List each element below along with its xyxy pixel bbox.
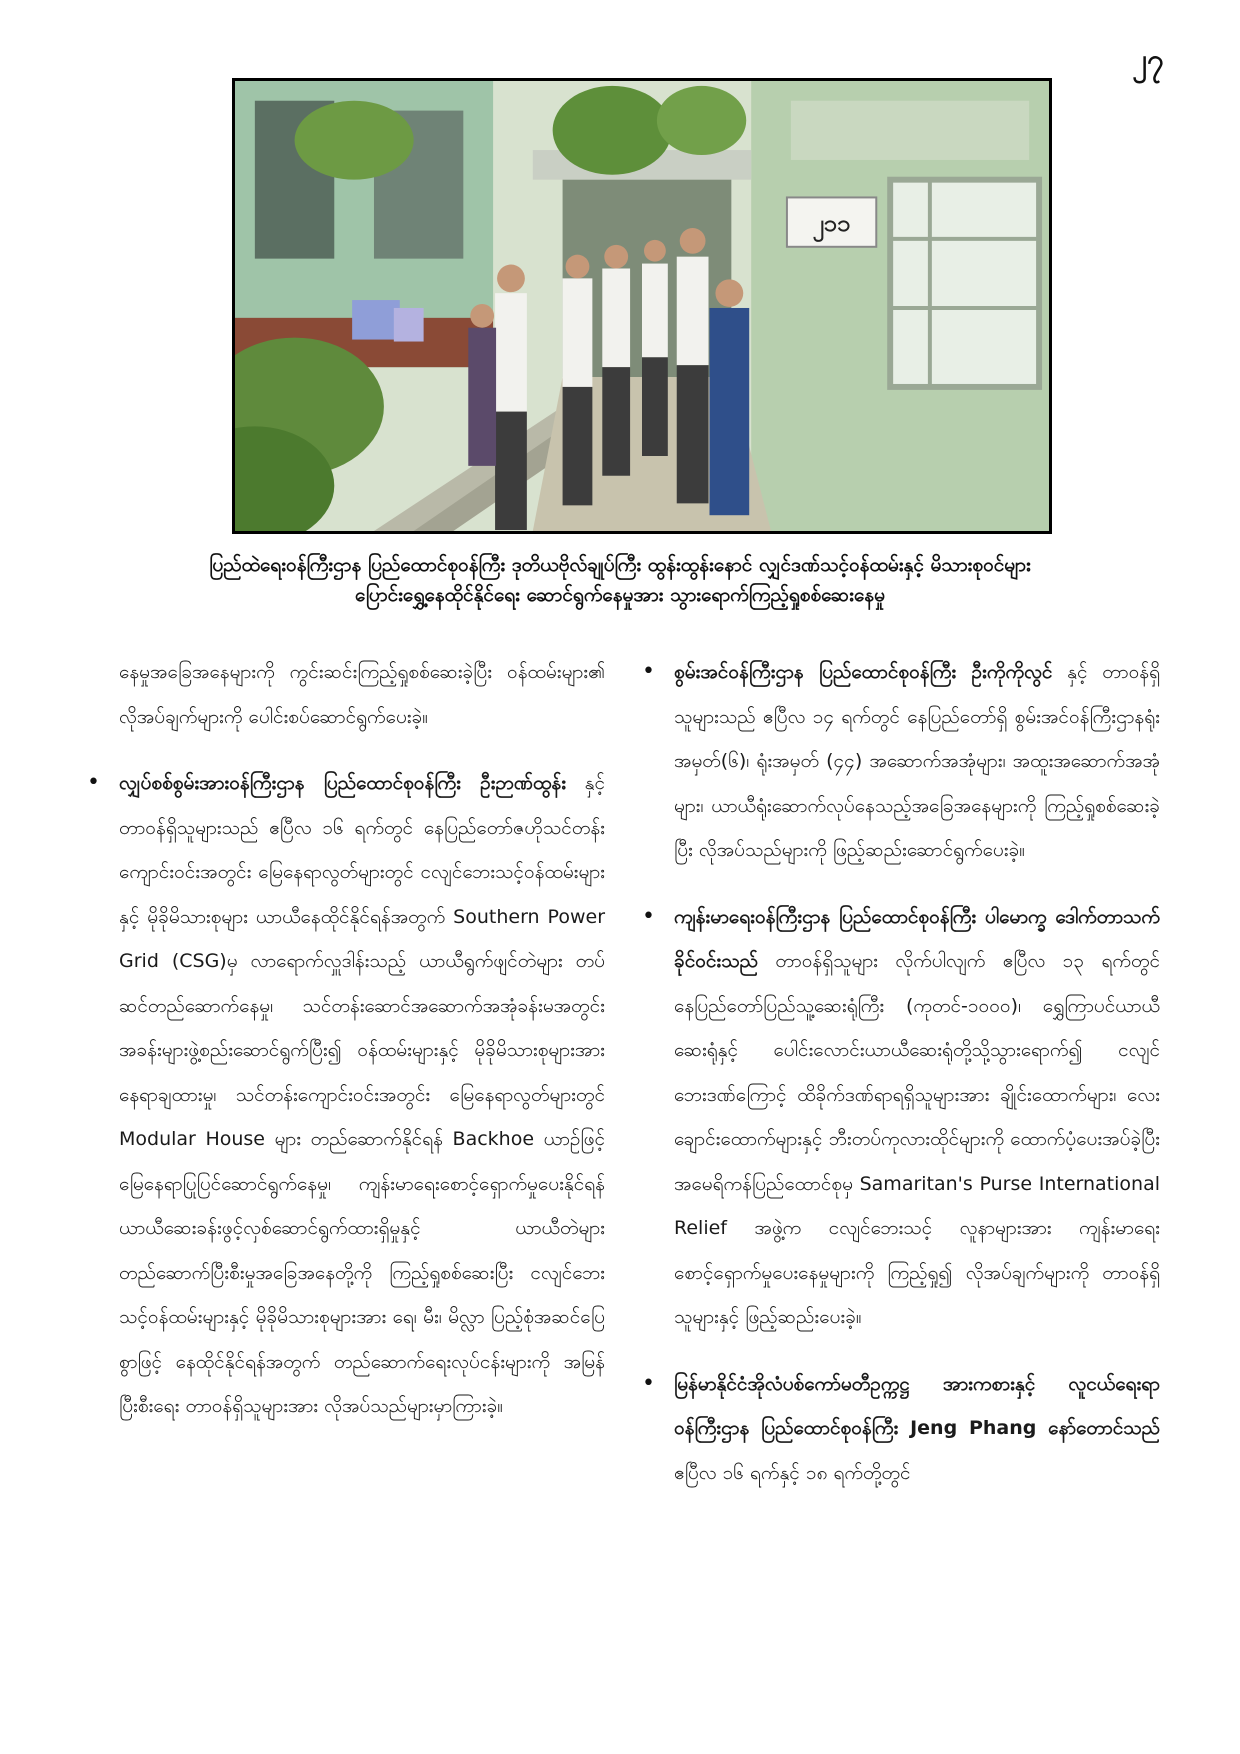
page-number: ၂၇: [1132, 43, 1164, 78]
item-body: နှင့် တာဝန်ရှိသူများသည် ဧပြီလ ၁၄ ရက်တွင် နေပြည်တော်ရှိ စွမ်းအင်ဝန်ကြီးဌာနရုံးအမှတ်(၆)၊ ရုံးအမှတ် (၄၄) အဆောက်အအုံများ၊ အထူးအဆောက်အအုံများ၊ ယာယီရုံးဆောက်လုပ်နေသည့်အခြေအနေများကို ကြည့်ရှုစစ်ဆေးခဲ့ပြီး လိုအပ်သည်များကို ဖြည့်ဆည်းဆောင်ရွက်ပေးခဲ့။: [674, 661, 1160, 861]
building-number-sign: ၂၁၁: [812, 209, 851, 237]
right-column: [640, 650, 1160, 1517]
caption-line-2: ပြောင်းရွှေ့နေထိုင်နိုင်ရေး ဆောင်ရွက်နေမှုအား သွားရောက်ကြည့်ရှုစစ်ဆေးနေမှု: [355, 584, 885, 606]
bullet-icon: •: [642, 659, 655, 684]
caption-line-1: ပြည်ထဲရေးဝန်ကြီးဌာန ပြည်ထောင်စုဝန်ကြီး ဒုတိယဗိုလ်ချုပ်ကြီး ထွန်းထွန်းနောင် လျှင်ဒဏ်သင့်ဝန်ထမ်းနှင့် မိသားစုဝင်များ: [209, 554, 1031, 576]
continued-paragraph: နေမှုအခြေအနေများကို ကွင်းဆင်းကြည့်ရှုစစ်ဆေးခဲ့ပြီး ဝန်ထမ်းများ၏ လိုအပ်ချက်များကို ပေါင်းစပ်ဆောင်ရွက်ပေးခဲ့။: [119, 661, 605, 728]
item-heading: ကျန်းမာရေးဝန်ကြီးဌာန ပြည်ထောင်စုဝန်ကြီး ပါမောက္ခ ဒေါက်တာသက်ခိုင်ဝင်းသည်: [674, 905, 1160, 972]
item-heading: စွမ်းအင်ဝန်ကြီးဌာန ပြည်ထောင်စုဝန်ကြီး ဦးကိုကိုလွင်: [674, 661, 1053, 683]
bullet-icon: •: [642, 1370, 655, 1396]
news-item-energy: [640, 650, 1160, 873]
left-column: [85, 650, 605, 1451]
news-photo: [232, 78, 1052, 534]
item-body: နှင့် တာဝန်ရှိသူများသည် ဧပြီလ ၁၆ ရက်တွင် နေပြည်တော်ဇဟိုသင်တန်းကျောင်းဝင်းအတွင်း မြေနေရာလွတ်များတွင် ငလျင်ဘေးသင့်ဝန်ထမ်းများနှင့် မိုခိုမိသားစုများ ယာယီနေထိုင်နိုင်ရန်အတွက် Southern Power Grid (CSG)မှ လာရောက်လှူဒါန်းသည့် ယာယီရွက်ဖျင်တဲများ တပ်ဆင်တည်ဆောက်နေမှု၊ သင်တန်းဆောင်အဆောက်အအုံခန်းမအတွင်း အခန်းများဖွဲ့စည်းဆောင်ရွက်ပြီး၍ ဝန်ထမ်းများနှင့် မိုခိုမိသားစုများအား နေရာချထားမှု၊ သင်တန်းကျောင်းဝင်းအတွင်း မြေနေရာလွတ်များတွင် Modular House များ တည်ဆောက်နိုင်ရန် Backhoe ယာဉ်ဖြင့် မြေနေရာပြုပြင်ဆောင်ရွက်နေမှု၊ ကျန်းမာရေးစောင့်ရှောက်မှုပေးနိုင်ရန် ယာယီဆေးခန်းဖွင့်လှစ်ဆောင်ရွက်ထားရှိမှုနှင့် ယာယီတဲများတည်ဆောက်ပြီးစီးမှုအခြေအနေတို့ကို ကြည့်ရှုစစ်ဆေးပြီး ငလျင်ဘေးသင့်ဝန်ထမ်းများနှင့် မိုခိုမိသားစုများအား ရေ၊ မီး၊ မိလ္လာ ပြည့်စုံအဆင်ပြေစွာဖြင့် နေထိုင်နိုင်ရန်အတွက် တည်ဆောက်ရေးလုပ်ငန်းများကို အမြန်ပြီးစီးရေး တာဝန်ရှိသူများအား လိုအပ်သည်များမှာကြားခဲ့။: [119, 772, 605, 1417]
item-body: ဧပြီလ ၁၆ ရက်နှင့် ၁၈ ရက်တို့တွင်: [674, 1461, 911, 1484]
news-item-sports: [640, 1362, 1160, 1496]
photo-illustration: [235, 81, 1049, 531]
photo-caption: [100, 550, 1140, 610]
bullet-icon: •: [642, 903, 655, 929]
item-heading: လျှပ်စစ်စွမ်းအားဝန်ကြီးဌာန ပြည်ထောင်စုဝန်ကြီး ဦးဉာဏ်ထွန်း: [119, 772, 567, 794]
news-item-health: [640, 895, 1160, 1340]
item-body: တာဝန်ရှိသူများ လိုက်ပါလျက် ဧပြီလ ၁၃ ရက်တွင် နေပြည်တော်ပြည်သူ့ဆေးရုံကြီး (ကုတင်-၁၀၀၀)၊ ရွှေကြာပင်ယာယီဆေးရုံနှင့် ပေါင်းလောင်းယာယီဆေးရုံတို့သို့သွားရောက်၍ ငလျင်ဘေးဒဏ်ကြောင့် ထိခိုက်ဒဏ်ရာရရှိသူများအား ချိုင်းထောက်များ၊ လေးချောင်းထောက်များနှင့် ဘီးတပ်ကုလားထိုင်များကို ထောက်ပံ့ပေးအပ်ခဲ့ပြီး အမေရိကန်ပြည်ထောင်စုမှ Samaritan's Purse International Relief အဖွဲ့က ငလျင်ဘေးသင့် လူနာများအား ကျန်းမာရေးစောင့်ရှောက်မှုပေးနေမှုများကို ကြည့်ရှု၍ လိုအပ်ချက်များကို တာဝန်ရှိသူများနှင့် ဖြည့်ဆည်းပေးခဲ့။: [674, 950, 1160, 1328]
item-heading: မြန်မာနိုင်ငံအိုလံပစ်ကော်မတီဥက္ကဋ္ဌ အားကစားနှင့် လူငယ်ရေးရာဝန်ကြီးဌာန ပြည်ထောင်စုဝန်ကြီး Jeng Phang နော်တောင်သည်: [674, 1372, 1160, 1439]
bullet-icon: •: [87, 770, 100, 795]
news-item-electric-power: [85, 761, 605, 1429]
